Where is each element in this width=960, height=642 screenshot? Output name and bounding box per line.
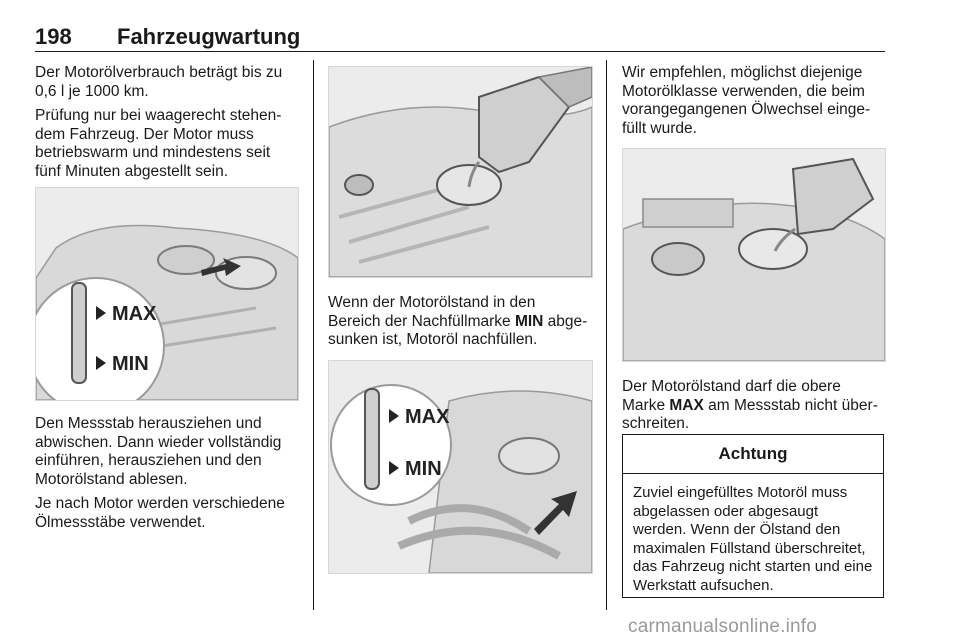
- dipstick-icon: [365, 389, 379, 489]
- refill-text-part: Wenn der Motorölstand in den Bereich der Nachfüllmarke: [328, 294, 536, 330]
- consumption-text: Der Motorölverbrauch beträgt bis zu 0,6 l je 1000 km.: [35, 64, 283, 100]
- oil-pour-illustration: [623, 149, 885, 361]
- dipstick-location-illustration: [329, 361, 592, 573]
- caution-body: Zuviel eingefülltes Motoröl muss abgelassen oder abgesaugt werden. Wenn der Ölstand den maximalen Füllstand überschreitet, das Fahrzeug nicht starten und eine Werkstatt aufsuchen.: [633, 484, 873, 594]
- refill-text-part: abgesunken ist, Motoröl nachfüllen.: [328, 312, 588, 348]
- oil-fill-figure: [328, 66, 593, 278]
- page-header: [35, 24, 885, 52]
- caution-box: [622, 434, 884, 598]
- dipstick-illustration: [36, 188, 298, 400]
- dipstick-figure: [35, 187, 299, 401]
- oil-cap-icon: [345, 175, 373, 195]
- max-text-bold: MAX: [669, 396, 704, 414]
- min-label: MIN: [112, 353, 149, 375]
- column-3: [622, 64, 884, 440]
- max-label: MAX: [112, 303, 157, 325]
- oil-class-recommendation-text: Wir empfehlen, möglichst diejenige Motorölklasse verwenden, die beim vorangegangenen Ölwechsel eingefüllt wurde.: [622, 64, 871, 137]
- oil-cap-icon: [652, 243, 704, 275]
- max-text-part: am Messstab nicht überschreiten.: [622, 396, 878, 432]
- column-divider-1: [313, 60, 314, 610]
- check-condition-text: Prüfung nur bei waagerecht stehendem Fahrzeug. Der Motor muss betriebswarm und mindestens seit fünf Minuten abgestellt sein.: [35, 107, 282, 180]
- max-text-part: Der Motorölstand darf die obere Marke: [622, 378, 841, 414]
- dipstick-variants-text: Je nach Motor werden verschiedene Ölmessstäbe verwendet.: [35, 495, 285, 531]
- max-level-warning-text: [622, 378, 884, 434]
- dipstick-detail-circle: [331, 385, 451, 505]
- caution-title: Achtung: [623, 435, 883, 474]
- page-number: 198: [35, 24, 72, 49]
- filler-neck-icon: [739, 229, 807, 269]
- column-divider-2: [606, 60, 607, 610]
- watermark: carmanualsonline.info: [628, 616, 818, 637]
- oil-pour-figure: [622, 148, 886, 362]
- dipstick-location-figure: [328, 360, 593, 574]
- dipstick-icon: [72, 283, 86, 383]
- min-label: MIN: [405, 457, 442, 480]
- header-rule: [35, 51, 885, 52]
- column-1: [35, 64, 297, 538]
- refill-instruction-text: [328, 294, 591, 350]
- column-2: [328, 64, 591, 574]
- page-title: Fahrzeugwartung: [117, 24, 301, 49]
- refill-text-min: MIN: [514, 312, 544, 330]
- max-label: MAX: [405, 405, 450, 428]
- dipstick-procedure-text: Den Messstab herausziehen und abwischen. Dann wieder vollständig einführen, herausziehen und den Motorölstand ablesen.: [35, 415, 282, 488]
- oil-fill-illustration: [329, 67, 592, 277]
